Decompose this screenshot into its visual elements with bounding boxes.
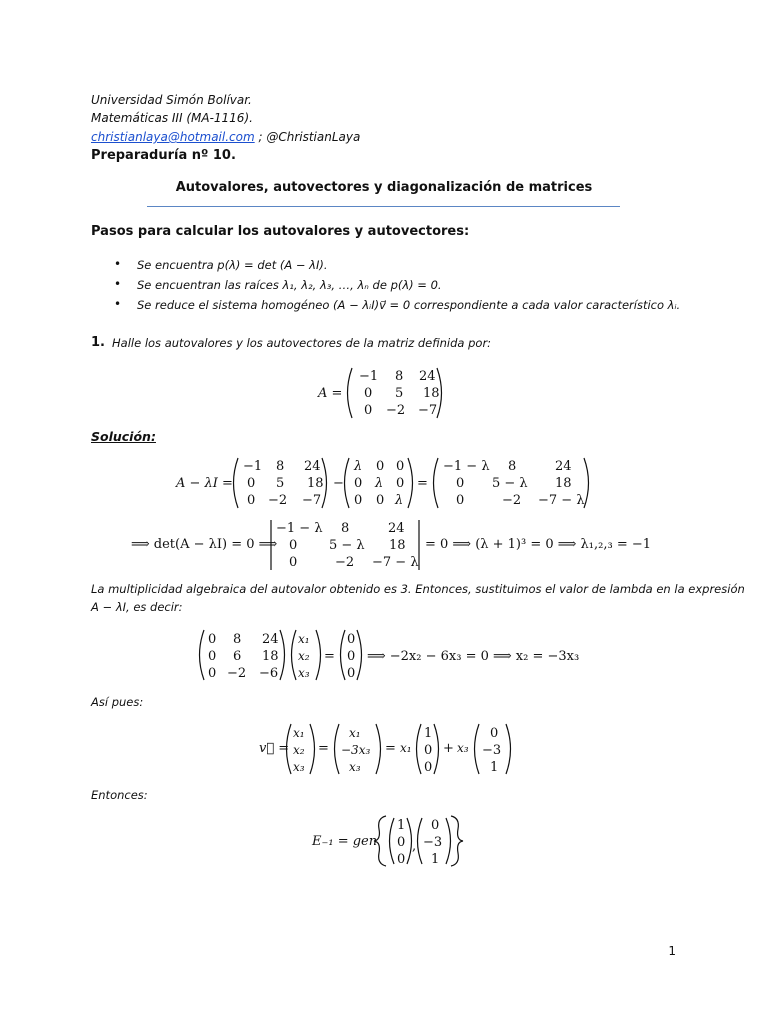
svg-text:+: + [443,741,454,756]
cell: −1 − λ [276,521,323,536]
cell: 1 [490,760,499,775]
cell: 24 [304,459,321,474]
brace-left [374,816,386,866]
eq-rhs: ⟹ −2x₂ − 6x₃ = 0 ⟹ x₂ = −3x₃ [367,649,580,664]
cell: 0 [397,835,406,850]
cell: 24 [419,369,436,384]
cell: 18 [423,386,440,401]
cell: −2 [335,555,355,570]
matrix-a-label: A = [318,386,343,401]
cell: 5 − λ [329,538,365,553]
cell: 6 [233,649,242,664]
cell: 5 [276,476,285,491]
university-line: Universidad Simón Bolívar. [91,93,252,107]
svg-text:,: , [412,839,417,854]
paren-right [408,458,413,508]
cell: −7 − λ [538,493,585,508]
cell: 0 [354,476,363,491]
cell: −1 − λ [443,459,490,474]
cell: x₂ [298,649,310,663]
cell: x₃ [298,666,310,680]
steps-heading: Pasos para calcular los autovalores y autovectores: [91,224,470,239]
cell: 0 [364,386,373,401]
cell: 0 [364,403,373,418]
eq-rhs: = 0 ⟹ (λ + 1)³ = 0 ⟹ λ₁,₂,₃ = −1 [425,537,652,552]
determinant-equation [131,520,651,570]
problem-statement: Halle los autovalores y los autovectores de la matriz definida por: [112,336,492,350]
cell: 1 [424,726,433,741]
cell: 0 [397,852,406,867]
svg-text:=: = [318,741,329,756]
paren-right [316,630,321,680]
cell: 18 [262,649,279,664]
cell: x₃ [349,760,361,774]
paren-left [418,818,423,864]
cell: 1 [431,852,440,867]
paren-left [234,458,239,508]
cell: 0 [208,649,217,664]
cell: 0 [396,476,405,491]
cell: 24 [555,459,572,474]
svg-text:=: = [324,649,335,664]
svg-text:=: = [417,476,428,491]
cell: 8 [341,521,350,536]
paren-left [292,630,297,680]
cell: 8 [233,632,242,647]
vector-v-equation [259,724,511,775]
cell: 0 [396,459,405,474]
cell: 24 [262,632,279,647]
paren-right [407,818,412,864]
cell: 0 [431,818,440,833]
step-item: Se encuentran las raíces λ₁, λ₂, λ₃, …, λₙ de p(λ) = 0. [137,278,442,292]
paren-left [345,458,350,508]
brace-right [451,816,463,866]
cell: λ [375,476,384,491]
paren-left [434,458,439,508]
prep-title: Preparaduría nº 10. [91,148,236,163]
bullet-icon: • [114,257,122,271]
cell: 5 [395,386,404,401]
paren-right [376,724,381,774]
cell: −1 [243,459,263,474]
eigenspace-equation [311,816,463,867]
matrix-a-equation [317,368,442,418]
multiplicity-paragraph: La multiplicidad algebraica del autovalor obtenido es 3. Entonces, sustituimos el valor de lambda en la expresión [91,582,745,596]
course-line: Matemáticas III (MA-1116). [91,111,253,125]
cell: 8 [395,369,404,384]
paren-right [280,630,285,680]
cell: 0 [208,666,217,681]
paren-right [434,724,439,774]
cell: 24 [388,521,405,536]
cell: λ [395,493,404,508]
coef: x₃ [457,741,469,755]
cell: 0 [456,476,465,491]
coef: x₁ [400,741,412,755]
paren-left [335,724,340,774]
paren-left [341,630,346,680]
cell: 0 [289,538,298,553]
problem-number: 1. [91,335,105,350]
cell: −7 [302,493,322,508]
cell: 0 [354,493,363,508]
paren-left [348,368,353,418]
page-number: 1 [668,944,676,958]
cell: 0 [424,760,433,775]
homogeneous-system-equation [200,630,580,681]
cell: −2 [386,403,406,418]
cell: 0 [490,726,499,741]
bullet-icon: • [114,277,122,291]
cell: 5 − λ [492,476,528,491]
cell: x₁ [349,726,361,740]
cell: x₁ [293,726,305,740]
step-item: Se encuentra p(λ) = det (A − λI). [137,258,328,272]
cell: λ [354,459,363,474]
cell: 0 [424,743,433,758]
cell: 0 [456,493,465,508]
cell: 0 [247,476,256,491]
cell: −2 [502,493,522,508]
cell: 18 [389,538,406,553]
multiplicity-paragraph-2: A − λI, es decir: [91,600,183,614]
cell: 0 [289,555,298,570]
a-minus-lambda-equation [175,458,589,508]
cell: 0 [376,493,385,508]
paren-right [310,724,315,774]
cell: 0 [347,666,356,681]
cell: 18 [555,476,572,491]
document-title: Autovalores, autovectores y diagonalización de matrices [175,180,593,195]
cell: 0 [347,632,356,647]
bullet-icon: • [114,297,122,311]
paren-left [475,724,480,774]
eq-lhs: ⟹ det(A − λI) = 0 ⟹ [131,537,278,552]
paren-left [200,630,205,680]
cell: −3 [423,835,443,850]
cell: x₃ [293,760,305,774]
paren-right [446,818,451,864]
step-item: Se reduce el sistema homogéneo (A − λᵢI)v⃗ = 0 correspondiente a cada valor característico λᵢ. [137,298,681,312]
cell: 0 [376,459,385,474]
cell: x₁ [298,632,310,646]
cell: −1 [359,369,379,384]
eq-lhs: A − λI = [176,476,233,491]
cell: x₂ [293,743,305,757]
svg-text:−: − [333,476,344,491]
svg-text:=: = [385,741,396,756]
cell: 0 [208,632,217,647]
paren-right [357,630,362,680]
cell: −3 [482,743,502,758]
cell: 8 [508,459,517,474]
cell: 0 [347,649,356,664]
email-link[interactable]: christianlaya@hotmail.com [91,130,255,144]
paren-left [390,818,395,864]
cell: 18 [307,476,324,491]
eq-lhs: E₋₁ = gen [312,834,378,849]
cell: −3x₃ [341,743,371,757]
solution-label: Solución: [91,429,156,444]
paren-right [584,458,589,508]
twitter-handle: ; @ChristianLaya [254,130,361,144]
paren-right [506,724,511,774]
cell: −6 [259,666,279,681]
paren-left [417,724,422,774]
cell: 8 [276,459,285,474]
cell: −2 [268,493,288,508]
cell: −7 [418,403,438,418]
cell: 1 [397,818,406,833]
cell: −2 [227,666,247,681]
cell: −7 − λ [372,555,419,570]
asi-pues-label: Así pues: [91,695,144,709]
cell: 0 [247,493,256,508]
eq-lhs: v⃗ = [259,741,290,756]
entonces-label: Entonces: [91,788,148,802]
